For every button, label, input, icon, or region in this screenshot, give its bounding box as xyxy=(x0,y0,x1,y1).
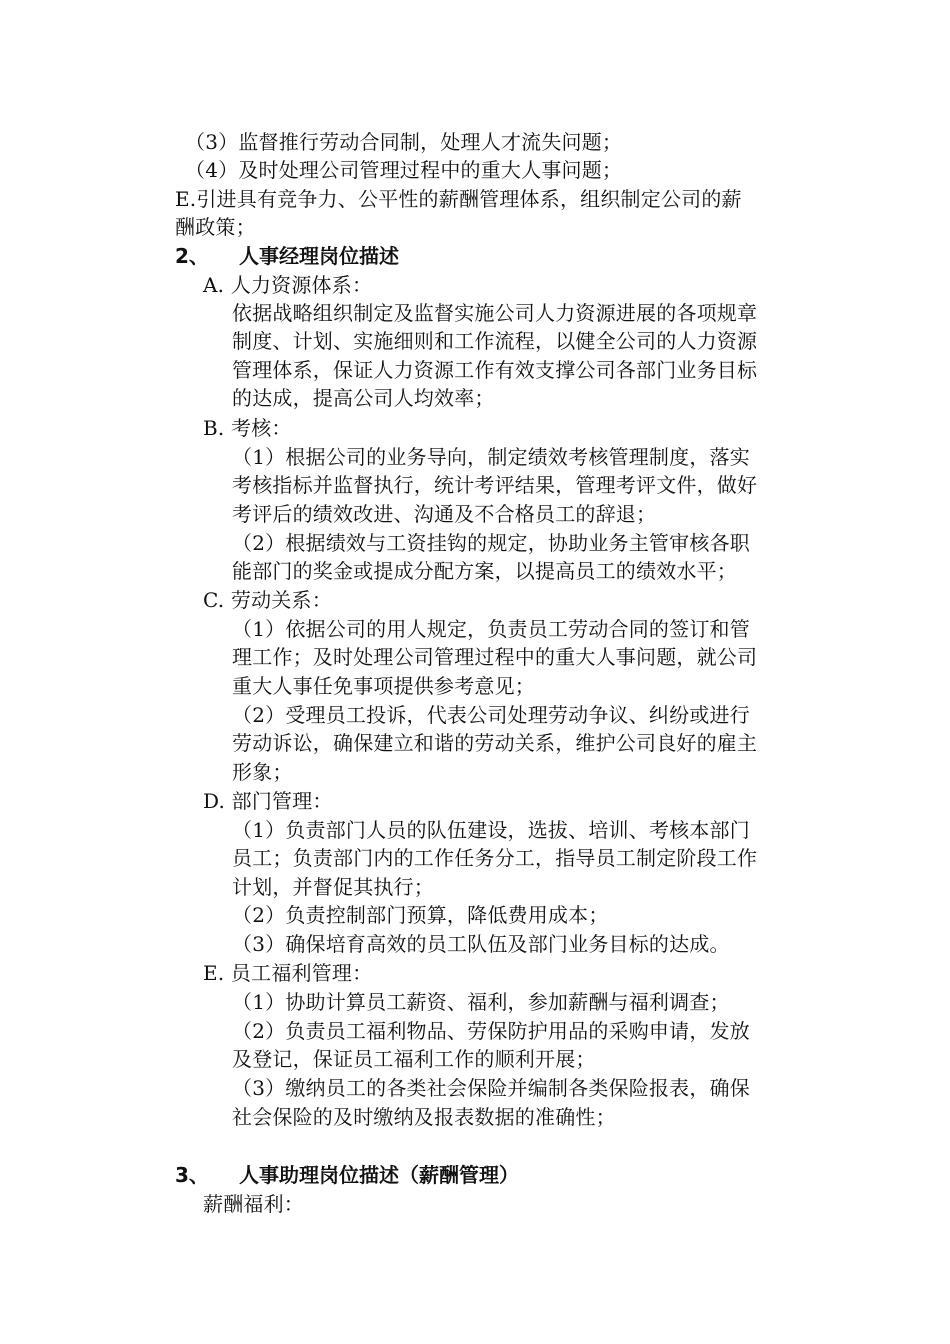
section-heading xyxy=(175,242,399,270)
paragraph-line: 酬政策； xyxy=(175,215,256,239)
paragraph-line: 计划，并督促其执行； xyxy=(232,875,434,899)
section-title: 人事经理岗位描述 xyxy=(239,244,399,268)
subsection-label: E. 员工福利管理： xyxy=(203,961,373,985)
section-title: 人事助理岗位描述（薪酬管理） xyxy=(239,1163,519,1187)
paragraph-line: 制度、计划、实施细则和工作流程，以健全公司的人力资源 xyxy=(232,329,758,353)
subsection-label: C. 劳动关系： xyxy=(203,588,332,612)
list-item: （3）监督推行劳动合同制，处理人才流失问题； xyxy=(185,130,623,154)
paragraph-line: 形象； xyxy=(232,760,293,784)
subsection-label: B. 考核： xyxy=(203,416,292,440)
subsection-label: 薪酬福利： xyxy=(203,1192,304,1216)
paragraph-line: 劳动诉讼，确保建立和谐的劳动关系，维护公司良好的雇主 xyxy=(232,731,758,755)
paragraph-line: （2）受理员工投诉，代表公司处理劳动争议、纠纷或进行 xyxy=(232,703,750,727)
paragraph-line: （3）缴纳员工的各类社会保险并编制各类保险报表，确保 xyxy=(232,1076,750,1100)
paragraph-line: （2）负责控制部门预算，降低费用成本； xyxy=(232,903,609,927)
paragraph-line: 考核指标并监督执行，统计考评结果，管理考评文件，做好 xyxy=(232,473,758,497)
paragraph-line: （1）协助计算员工薪资、福利，参加薪酬与福利调查； xyxy=(232,990,730,1014)
section-number: 2、 xyxy=(175,244,209,268)
paragraph-line: 考评后的绩效改进、沟通及不合格员工的辞退； xyxy=(232,502,657,526)
paragraph-line: 管理体系，保证人力资源工作有效支撑公司各部门业务目标 xyxy=(232,358,758,382)
paragraph-line: 社会保险的及时缴纳及报表数据的准确性； xyxy=(232,1105,616,1129)
paragraph-line: （1）根据公司的业务导向，制定绩效考核管理制度，落实 xyxy=(232,445,750,469)
paragraph-line: （2）根据绩效与工资挂钩的规定，协助业务主管审核各职 xyxy=(232,531,750,555)
paragraph-line: 能部门的奖金或提成分配方案，以提高员工的绩效水平； xyxy=(232,559,737,583)
paragraph-line: 理工作；及时处理公司管理过程中的重大人事问题，就公司 xyxy=(232,645,758,669)
paragraph-line: 重大人事任免事项提供参考意见； xyxy=(232,674,535,698)
paragraph-line: 的达成，提高公司人均效率； xyxy=(232,386,495,410)
list-item: （4）及时处理公司管理过程中的重大人事问题； xyxy=(185,158,623,182)
section-number: 3、 xyxy=(175,1163,209,1187)
paragraph-line: （1）依据公司的用人规定，负责员工劳动合同的签订和管 xyxy=(232,617,750,641)
subsection-label: A. 人力资源体系： xyxy=(203,273,373,297)
paragraph-line: 及登记，保证员工福利工作的顺利开展； xyxy=(232,1047,596,1071)
paragraph-line: （1）负责部门人员的队伍建设，选拔、培训、考核本部门 xyxy=(232,818,750,842)
subsection-label: D. 部门管理： xyxy=(203,789,333,813)
paragraph-line: 员工；负责部门内的工作任务分工，指导员工制定阶段工作 xyxy=(232,846,758,870)
paragraph-line: （2）负责员工福利物品、劳保防护用品的采购申请，发放 xyxy=(232,1019,750,1043)
paragraph-line: 依据战略组织制定及监督实施公司人力资源进展的各项规章 xyxy=(232,301,758,325)
paragraph-line: E.引进具有竞争力、公平性的薪酬管理体系，组织制定公司的薪 xyxy=(175,187,742,211)
paragraph-line: （3）确保培育高效的员工队伍及部门业务目标的达成。 xyxy=(232,932,730,956)
section-heading xyxy=(175,1161,519,1189)
